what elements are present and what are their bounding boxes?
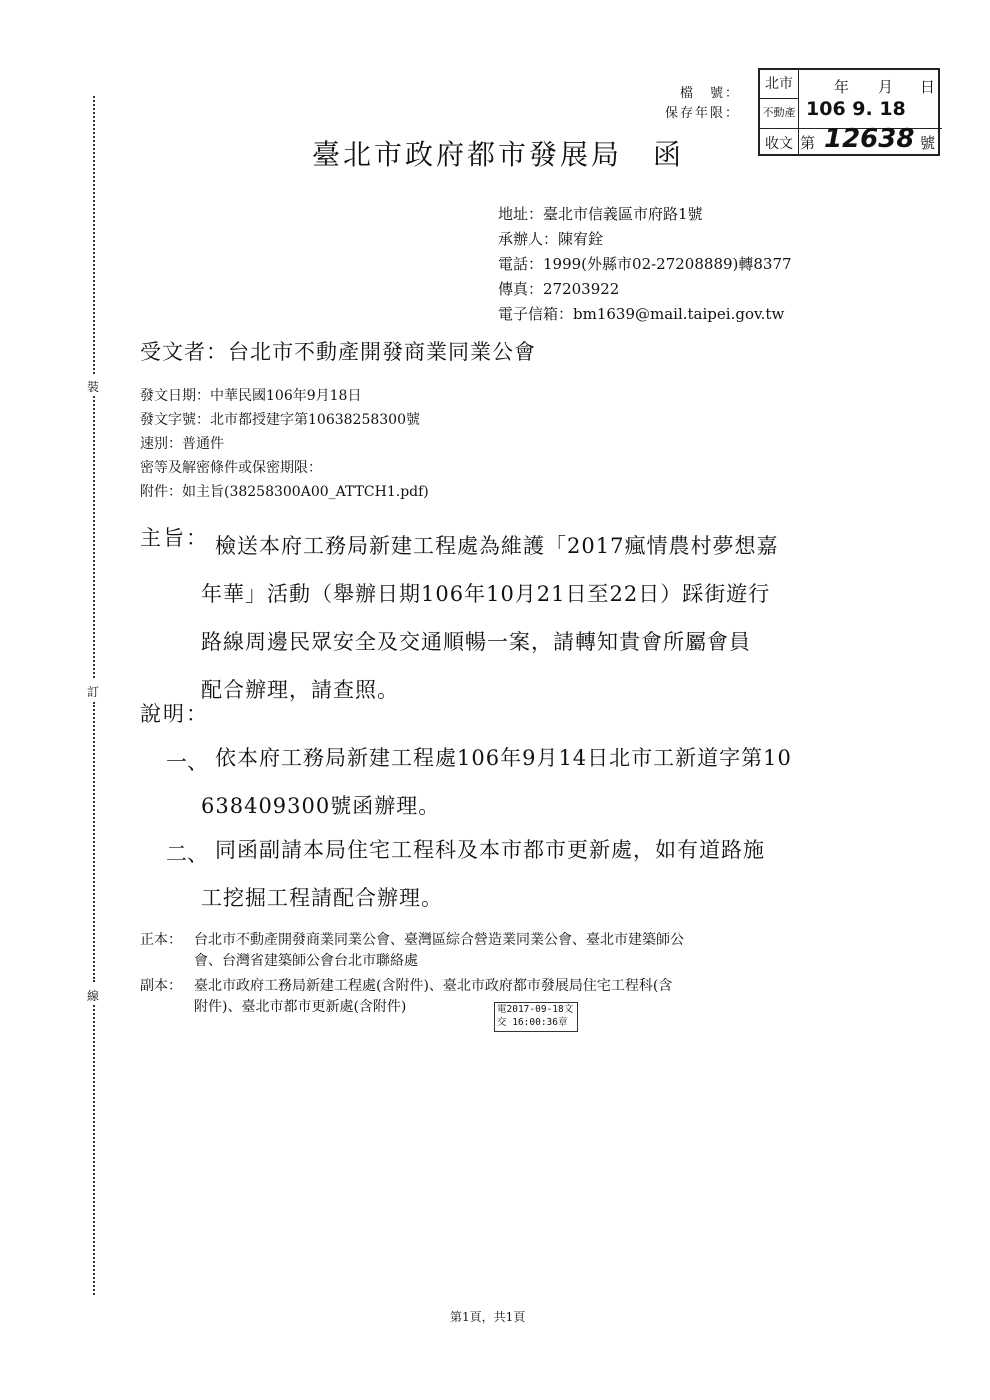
contact-email: 電子信箱：bm1639@mail.taipei.gov.tw — [498, 305, 785, 323]
receipt-stamp-date: 106 9. 18 — [806, 98, 906, 120]
subject-line: 檢送本府工務局新建工程處為維護「2017瘋情農村夢想嘉 — [215, 534, 779, 558]
subject-label: 主旨： — [140, 526, 209, 550]
receipt-stamp-label-received: 收文 — [765, 136, 793, 152]
receipt-stamp-year-label: 年 — [834, 78, 850, 96]
receipt-stamp-number-suffix: 號 — [920, 134, 936, 152]
recipient: 受文者：台北市不動產開發商業同業公會 — [140, 340, 536, 364]
receipt-stamp-number: 12638 — [824, 124, 915, 154]
receipt-stamp-label-city: 北市 — [765, 76, 793, 92]
explanation-item-number: 二、 — [166, 842, 208, 866]
file-number-label: 檔 號： — [679, 86, 740, 101]
subject-line: 年華」活動（舉辦日期106年10月21日至22日）踩街遊行 — [201, 582, 771, 606]
receipt-stamp-number-prefix: 第 — [800, 134, 816, 152]
primary-copy-label: 正本： — [140, 932, 182, 948]
contact-address: 地址：臺北市信義區市府路1號 — [498, 205, 703, 223]
secondary-copy-list — [194, 976, 672, 1018]
receipt-stamp-day-label: 日 — [920, 78, 936, 96]
meta-doc-number: 發文字號：北市都授建字第10638258300號 — [140, 412, 420, 428]
explanation-item-line: 工挖掘工程請配合辦理。 — [201, 886, 443, 910]
meta-block — [140, 384, 429, 504]
explanation-label: 說明： — [140, 702, 209, 726]
secondary-copy-line: 附件)、臺北市都市更新處(含附件) — [194, 999, 407, 1015]
receipt-stamp — [758, 68, 940, 156]
contact-fax: 傳真：27203922 — [498, 280, 620, 298]
receipt-stamp-divider-1 — [760, 98, 798, 99]
contact-handler: 承辦人：陳宥銓 — [498, 230, 604, 248]
meta-secrecy: 密等及解密條件或保密期限： — [140, 460, 322, 476]
receipt-stamp-label-realestate: 不動產 — [762, 106, 796, 119]
explanation-item-1 — [201, 734, 792, 830]
binding-mark-top: 裝 — [87, 380, 100, 394]
meta-attachment: 附件：如主旨(38258300A00_ATTCH1.pdf) — [140, 484, 429, 500]
page-title: 臺北市政府都市發展局 函 — [312, 138, 685, 171]
secondary-copy-line: 臺北市政府工務局新建工程處(含附件)、臺北市政府都市發展局住宅工程科(含 — [194, 978, 673, 994]
subject-body — [201, 522, 779, 714]
binding-line-middle — [93, 396, 95, 678]
binding-line-upper — [93, 96, 95, 374]
explanation-item-line: 依本府工務局新建工程處106年9月14日北市工新道字第10 — [215, 746, 792, 770]
binding-line-lower — [93, 702, 95, 982]
primary-copy-list — [194, 930, 684, 972]
retention-label: 保存年限： — [664, 106, 740, 121]
primary-copy-line: 台北市不動產開發商業同業公會、臺灣區綜合營造業同業公會、臺北市建築師公 — [194, 932, 684, 948]
receipt-stamp-month-label: 月 — [878, 78, 894, 96]
binding-mark-middle: 訂 — [87, 685, 100, 699]
contact-block — [498, 202, 792, 327]
secondary-copy-label: 副本： — [140, 978, 182, 994]
meta-date: 發文日期：中華民國106年9月18日 — [140, 388, 362, 404]
contact-phone: 電話：1999(外縣市02-27208889)轉8377 — [498, 255, 792, 273]
primary-copy-line: 會、台灣省建築師公會台北市聯絡處 — [194, 953, 418, 969]
dispatch-stamp-line-2: 交 16:00:36章 — [497, 1017, 568, 1028]
explanation-item-line: 同函副請本局住宅工程科及本市都市更新處，如有道路施 — [215, 838, 765, 862]
dispatch-stamp — [494, 1002, 578, 1032]
page-number: 第1頁，共1頁 — [450, 1310, 526, 1324]
subject-line: 路線周邊民眾安全及交通順暢一案，請轉知貴會所屬會員 — [201, 630, 751, 654]
subject-line: 配合辦理，請查照。 — [201, 678, 399, 702]
explanation-item-line: 638409300號函辦理。 — [201, 794, 441, 818]
dispatch-stamp-line-1: 電2017-09-18文 — [497, 1004, 574, 1015]
explanation-item-number: 一、 — [166, 750, 208, 774]
explanation-item-2 — [201, 826, 765, 922]
meta-speed: 速別：普通件 — [140, 436, 224, 452]
binding-mark-bottom: 線 — [87, 989, 100, 1003]
binding-line-bottom — [93, 1005, 95, 1295]
file-labels — [640, 84, 740, 124]
